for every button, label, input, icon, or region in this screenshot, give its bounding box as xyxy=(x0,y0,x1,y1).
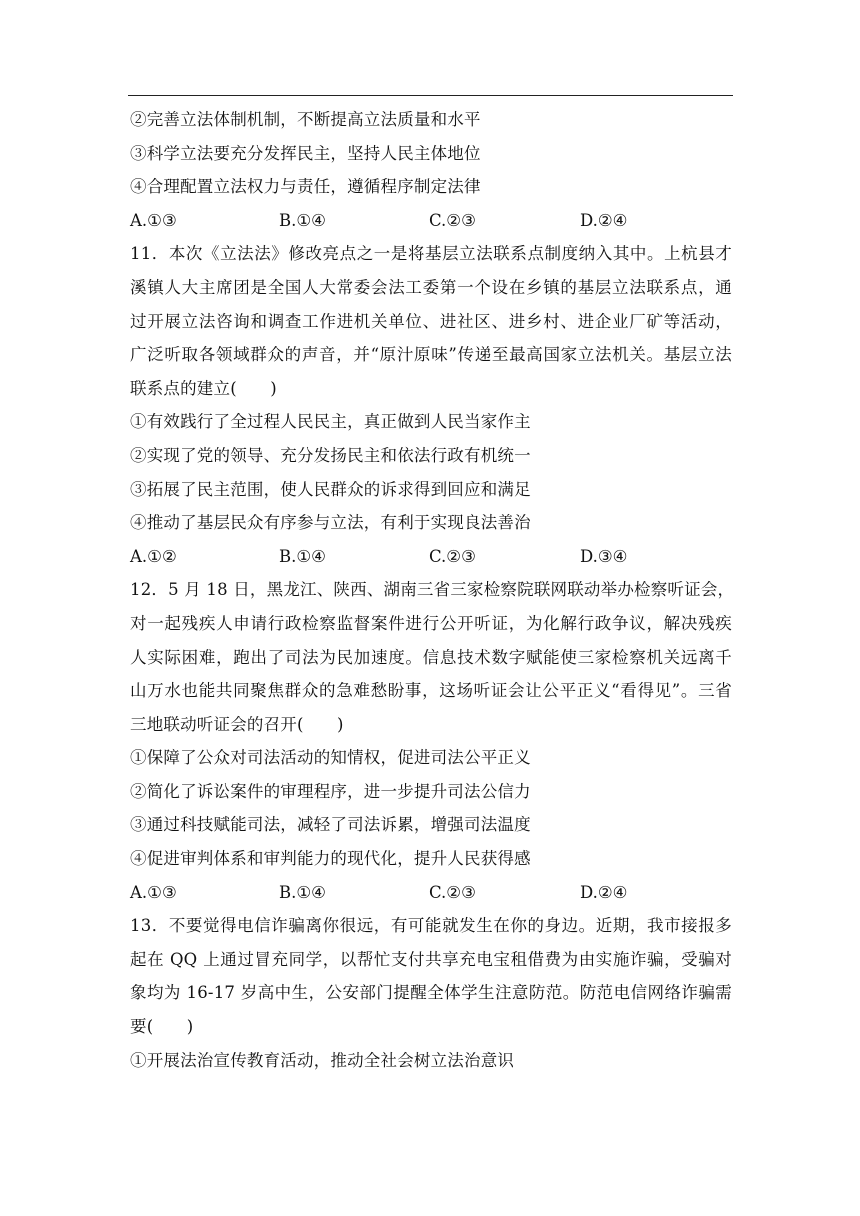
question-12-choices xyxy=(130,876,732,910)
stem-line: 对一起残疾人申请行政检察监督案件进行公开听证，为化解行政争议，解决残疾 xyxy=(130,613,732,633)
option-line: ④促进审判体系和审判能力的现代化，提升人民获得感 xyxy=(130,849,531,869)
stem-line: 溪镇人大主席团是全国人大常委会法工委第一个设在乡镇的基层立法联系点，通 xyxy=(130,277,732,297)
choice-a: A.①③ xyxy=(130,882,177,902)
question-11-options xyxy=(130,405,732,539)
question-13-stem xyxy=(130,909,732,1043)
stem-line: 过开展立法咨询和调查工作进机关单位、进社区、进乡村、进企业厂矿等活动， xyxy=(130,311,732,331)
option-line: ③拓展了民主范围，使人民群众的诉求得到回应和满足 xyxy=(130,479,531,499)
choice-b: B.①④ xyxy=(279,546,326,566)
header-rule xyxy=(128,95,733,96)
option-line: ③通过科技赋能司法，减轻了司法诉累，增强司法温度 xyxy=(130,815,531,835)
option-line: ④推动了基层民众有序参与立法，有利于实现良法善治 xyxy=(130,513,531,533)
option-line: ②简化了诉讼案件的审理程序，进一步提升司法公信力 xyxy=(130,781,531,801)
stem-line: 象均为 16-17 岁高中生，公安部门提醒全体学生注意防范。防范电信网络诈骗需 xyxy=(130,983,732,1003)
choice-d: D.③④ xyxy=(580,546,628,566)
question-10-choices xyxy=(130,204,732,238)
choice-a: A.①③ xyxy=(130,210,177,230)
question-12-stem xyxy=(130,573,735,741)
option-line: ③科学立法要充分发挥民主，坚持人民主体地位 xyxy=(130,143,481,163)
choice-c: C.②③ xyxy=(429,546,476,566)
option-line: ①开展法治宣传教育活动，推动全社会树立法治意识 xyxy=(130,1050,515,1070)
stem-line: 12．5 月 18 日，黑龙江、陕西、湖南三省三家检察院联网联动举办检察听证会， xyxy=(130,580,735,600)
stem-line: 三地联动听证会的召开( ) xyxy=(130,714,344,734)
choice-b: B.①④ xyxy=(279,882,326,902)
question-10-options xyxy=(130,103,732,204)
stem-line: 广泛听取各领域群众的声音，并“原汁原味”传递至最高国家立法机关。基层立法 xyxy=(130,345,732,365)
option-line: ②完善立法体制机制，不断提高立法质量和水平 xyxy=(130,110,481,129)
stem-line: 要( ) xyxy=(130,1017,194,1037)
question-content xyxy=(130,103,735,1077)
option-line: ④合理配置立法权力与责任，遵循程序制定法律 xyxy=(130,177,481,197)
option-line: ②实现了党的领导、充分发扬民主和依法行政有机统一 xyxy=(130,445,531,465)
choice-c: C.②③ xyxy=(429,882,476,902)
option-line: ①有效践行了全过程人民民主，真正做到人民当家作主 xyxy=(130,412,531,432)
choice-b: B.①④ xyxy=(279,210,326,230)
choice-c: C.②③ xyxy=(429,210,476,230)
stem-line: 11．本次《立法法》修改亮点之一是将基层立法联系点制度纳入其中。上杭县才 xyxy=(130,244,732,264)
option-line: ①保障了公众对司法活动的知情权，促进司法公平正义 xyxy=(130,748,531,768)
question-11-stem xyxy=(130,237,732,405)
stem-line: 人实际困难，跑出了司法为民加速度。信息技术数字赋能使三家检察机关远离千 xyxy=(130,647,732,667)
stem-line: 山万水也能共同聚焦群众的急难愁盼事，这场听证会让公平正义“看得见”。三省 xyxy=(130,681,732,701)
choice-a: A.①② xyxy=(130,546,177,566)
stem-line: 起在 QQ 上通过冒充同学，以帮忙支付共享充电宝租借费为由实施诈骗，受骗对 xyxy=(130,949,732,969)
question-13-options xyxy=(130,1044,732,1078)
stem-line: 13．不要觉得电信诈骗离你很远，有可能就发生在你的身边。近期，我市接报多 xyxy=(130,916,732,936)
choice-d: D.②④ xyxy=(580,882,628,902)
question-12-options xyxy=(130,741,732,875)
choice-d: D.②④ xyxy=(580,210,628,230)
question-11-choices xyxy=(130,540,732,574)
stem-line: 联系点的建立( ) xyxy=(130,378,277,398)
